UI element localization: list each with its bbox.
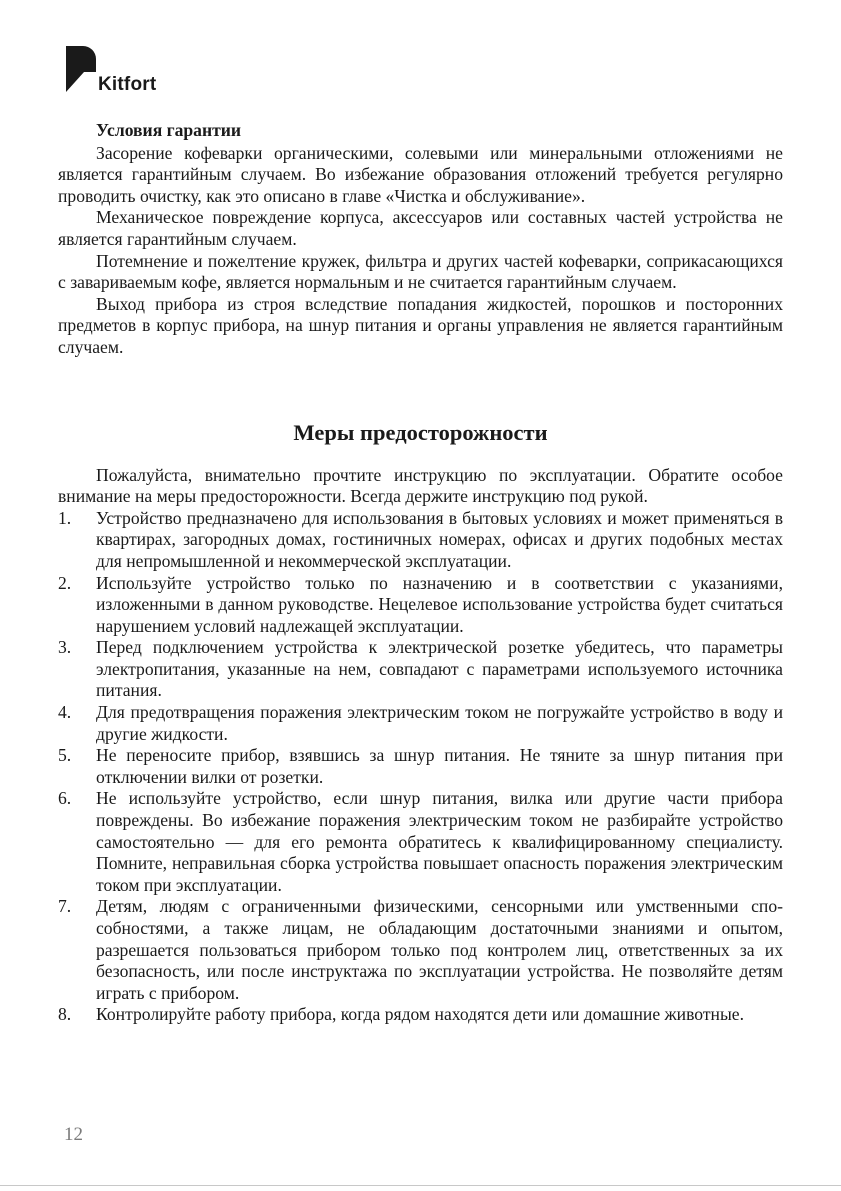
list-item — [58, 745, 783, 788]
bottom-divider — [0, 1185, 841, 1186]
kitfort-logo — [66, 46, 156, 94]
list-item — [58, 1004, 783, 1026]
item-number: 2. — [58, 572, 72, 593]
precautions-intro: Пожалуйста, внимательно прочтите инструкцию по эксплуатации. Обратите особое внимание на меры предосторожности. Всегда держите инструкцию под рукой. — [58, 464, 783, 507]
item-text: Для предотвращения поражения электрическим током не погружайте устройство в воду и другие жидкости. — [96, 702, 783, 744]
item-number: 6. — [58, 788, 72, 809]
item-number: 8. — [58, 1004, 72, 1025]
list-item — [58, 637, 783, 702]
list-item — [58, 788, 783, 896]
item-text: Используйте устройство только по назначению и в соответствии с указаниями, изложенными в данном руководстве. Нецелевое использование устройства будет считаться нарушением условий надлежащей эксплуатации. — [96, 572, 783, 636]
list-item — [58, 896, 783, 1004]
list-item — [58, 508, 783, 573]
item-number: 4. — [58, 702, 72, 723]
item-text: Детям, людям с ограниченными физическими, сенсорными или умственными способностями, а также лицам, не обладающим достаточными знаниями и опытом, разрешается пользоваться прибором только под контролем лиц, ответственных за их безопасность, или после инструктажа по эксплуатации устройства. Не позволяйте детям играть с прибором. — [96, 896, 783, 1003]
precautions-title: Меры предосторожности — [293, 419, 548, 445]
item-text: Перед подключением устройства к электрической розетке убедитесь, что параметры электропитания, указанные на нем, совпадают с параметрами используемого источника питания. — [96, 637, 783, 701]
item-text: Не переносите прибор, взявшись за шнур питания. Не тяните за шнур питания при отключении вилки от розетки. — [96, 745, 783, 787]
list-item — [58, 573, 783, 638]
list-item — [58, 702, 783, 745]
page-number: 12 — [64, 1124, 83, 1145]
item-number: 7. — [58, 896, 72, 917]
warranty-paragraph: Засорение кофеварки органическими, солевыми или минеральными отложениями не является гарантийным случаем. Во избежание образования отложений требуется регулярно проводить очистку, как это описано в главе «Чистка и обслуживание». — [58, 142, 783, 206]
page-content — [58, 120, 783, 1026]
item-number: 3. — [58, 637, 72, 658]
warranty-title: Условия гарантии — [96, 120, 242, 140]
logo-text: Kitfort — [98, 74, 157, 95]
item-number: 5. — [58, 745, 72, 766]
item-text: Устройство предназначено для использования в бытовых условиях и может применяться в квартирах, загородных домах, гостиничных номерах, офисах и других подобных местах для непромышленной и некоммерческой эксплуатации. — [96, 507, 783, 571]
kitfort-mark-icon — [66, 46, 96, 94]
item-text: Контролируйте работу прибора, когда рядом находятся дети или домашние животные. — [96, 1004, 744, 1025]
warranty-paragraph: Потемнение и пожелтение кружек, фильтра и других частей кофеварки, соприкасающихся с завариваемым кофе, является нормальным и не считается гарантийным случаем. — [58, 250, 783, 293]
warranty-paragraph: Механическое повреждение корпуса, аксессуаров или составных частей устройства не является гарантийным случаем. — [58, 207, 783, 249]
warranty-paragraph: Выход прибора из строя вследствие попадания жидкостей, порошков и посторонних предметов в корпус прибора, на шнур питания и органы управления не является гарантийным случаем. — [58, 293, 783, 357]
item-text: Не используйте устройство, если шнур питания, вилка или другие части прибора повреждены. Во избежание поражения электрическим током не разбирайте устройство самостоятельно — для его ремонта обратитесь к квалифицированному специалисту. Помните, неправильная сборка устройства повышает опасность поражения электрическим током при эксплуатации. — [96, 788, 783, 895]
precautions-list — [58, 508, 783, 1026]
item-number: 1. — [58, 507, 72, 528]
